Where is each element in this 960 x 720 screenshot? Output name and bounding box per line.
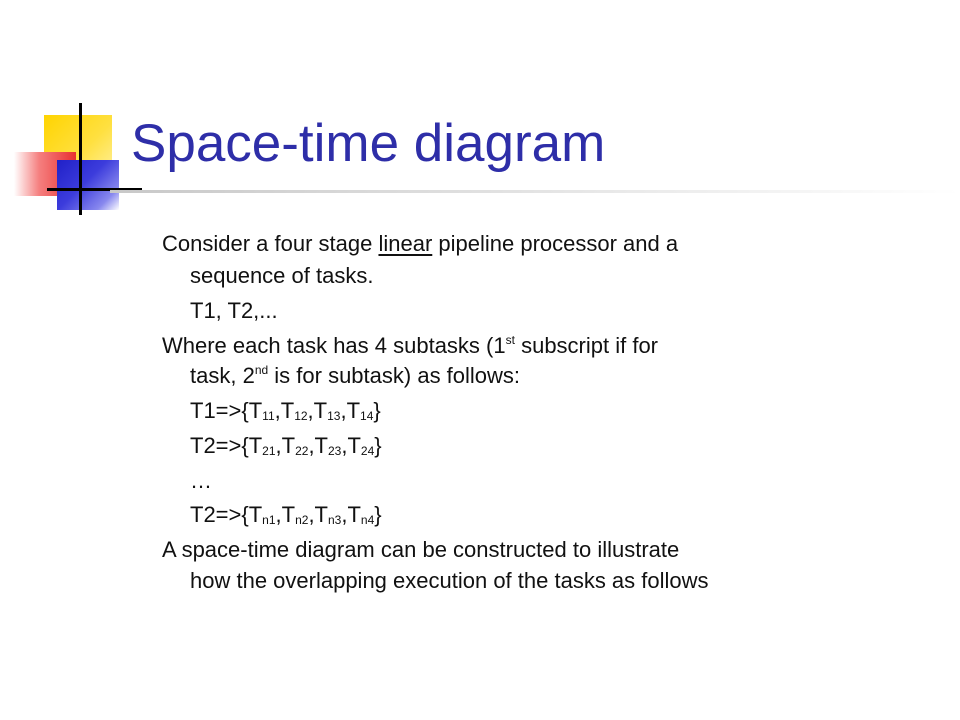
text-line-1: Consider a four stage linear pipeline processor and a — [162, 231, 679, 256]
text-line-11: how the overlapping execution of the tasks as follows — [190, 568, 709, 593]
slide-title: Space-time diagram — [131, 114, 606, 173]
text-line-5: task, 2nd is for subtask) as follows: — [190, 363, 521, 388]
task-definition-tn: $T2=>\{T_{n1},T_{n2},T_{n3},T_{n4}\}$ — [190, 502, 382, 527]
logo-blue-square — [57, 160, 119, 210]
task-definition-t1: $T1=>\{T_{11},T_{12},T_{13},T_{14}\}$ — [190, 398, 381, 423]
underlined-word: linear — [378, 231, 433, 256]
task-definition-t2: $T2=>\{T_{21},T_{22},T_{23},T_{24}\}$ — [190, 433, 382, 458]
title-underline-rule — [110, 190, 960, 193]
text-line-3: T1, T2,... — [190, 298, 278, 323]
scanned-text-image — [132, 220, 792, 598]
text-line-10: A space-time diagram can be constructed to illustrate — [162, 537, 680, 562]
logo-vertical-line — [79, 103, 82, 215]
ellipsis-line: … — [190, 468, 212, 493]
text-line-4: Where each task has 4 subtasks (1st subscript if for — [162, 333, 659, 358]
text-line-2: sequence of tasks. — [190, 263, 374, 288]
